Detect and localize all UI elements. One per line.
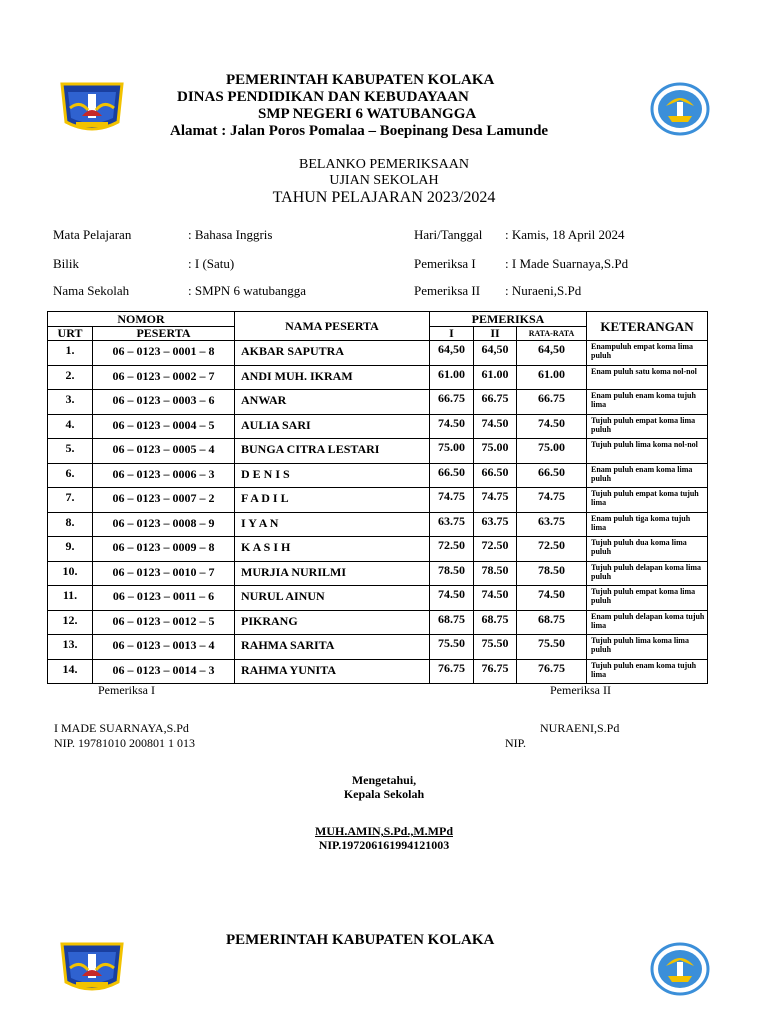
score-table xyxy=(47,311,708,684)
row-nomor: 06 – 0123 – 0013 – 4 xyxy=(93,635,235,660)
row-score-ii: 76.75 xyxy=(474,659,517,684)
row-average: 68.75 xyxy=(517,610,587,635)
tut-wuri-handayani-logo-icon xyxy=(650,942,710,996)
date-value: : Kamis, 18 April 2024 xyxy=(505,227,625,242)
school-value: : SMPN 6 watubangga xyxy=(188,283,307,298)
row-urt: 11. xyxy=(48,586,93,611)
examiner1-sign-nip: NIP. 19781010 200801 1 013 xyxy=(54,736,196,750)
row-nama: AKBAR SAPUTRA xyxy=(235,341,430,366)
row-keterangan: Enam puluh enam koma lima puluh xyxy=(587,463,708,488)
table-row xyxy=(48,659,708,684)
row-nomor: 06 – 0123 – 0007 – 2 xyxy=(93,488,235,513)
row-score-i: 63.75 xyxy=(430,512,474,537)
row-score-ii: 63.75 xyxy=(474,512,517,537)
row-keterangan: Enam puluh enam koma tujuh lima xyxy=(587,390,708,415)
row-nomor: 06 – 0123 – 0004 – 5 xyxy=(93,414,235,439)
row-score-ii: 68.75 xyxy=(474,610,517,635)
row-average: 74.50 xyxy=(517,414,587,439)
row-score-ii: 66.50 xyxy=(474,463,517,488)
row-average: 76.75 xyxy=(517,659,587,684)
row-score-i: 66.50 xyxy=(430,463,474,488)
row-score-i: 66.75 xyxy=(430,390,474,415)
header-address: Alamat : Jalan Poros Pomalaa – Boepinang Desa Lamunde xyxy=(170,123,549,139)
row-score-i: 72.50 xyxy=(430,537,474,562)
table-row xyxy=(48,488,708,513)
row-average: 78.50 xyxy=(517,561,587,586)
row-keterangan: Tujuh puluh enam koma tujuh lima xyxy=(587,659,708,684)
row-score-i: 74.50 xyxy=(430,586,474,611)
row-average: 75.50 xyxy=(517,635,587,660)
examiner2-sign-nip: NIP. xyxy=(505,736,527,750)
subject-value: : Bahasa Inggris xyxy=(188,227,273,242)
row-score-ii: 64,50 xyxy=(474,341,517,366)
footer-government: PEMERINTAH KABUPATEN KOLAKA xyxy=(226,932,495,948)
room-label: Bilik xyxy=(53,256,80,271)
row-score-i: 78.50 xyxy=(430,561,474,586)
row-urt: 2. xyxy=(48,365,93,390)
header-school-name: SMP NEGERI 6 WATUBANGGA xyxy=(258,106,477,122)
row-urt: 3. xyxy=(48,390,93,415)
row-nomor: 06 – 0123 – 0012 – 5 xyxy=(93,610,235,635)
row-score-i: 61.00 xyxy=(430,365,474,390)
row-average: 63.75 xyxy=(517,512,587,537)
examiner2-sign-title: Pemeriksa II xyxy=(550,683,611,697)
row-nomor: 06 – 0123 – 0006 – 3 xyxy=(93,463,235,488)
examiner1-value: : I Made Suarnaya,S.Pd xyxy=(505,256,629,271)
row-average: 66.75 xyxy=(517,390,587,415)
tut-wuri-handayani-logo-icon xyxy=(650,82,710,136)
row-urt: 7. xyxy=(48,488,93,513)
row-nomor: 06 – 0123 – 0009 – 8 xyxy=(93,537,235,562)
school-label: Nama Sekolah xyxy=(53,283,130,298)
row-average: 64,50 xyxy=(517,341,587,366)
row-nomor: 06 – 0123 – 0014 – 3 xyxy=(93,659,235,684)
room-value: : I (Satu) xyxy=(188,256,235,271)
row-nama: D E N I S xyxy=(235,463,430,488)
examiner1-sign-name: I MADE SUARNAYA,S.Pd xyxy=(54,721,189,735)
row-nama: ANDI MUH. IKRAM xyxy=(235,365,430,390)
header-keterangan: KETERANGAN xyxy=(587,312,708,341)
table-row xyxy=(48,610,708,635)
row-score-ii: 61.00 xyxy=(474,365,517,390)
row-nomor: 06 – 0123 – 0001 – 8 xyxy=(93,341,235,366)
row-average: 75.00 xyxy=(517,439,587,464)
row-score-ii: 74.75 xyxy=(474,488,517,513)
table-row xyxy=(48,390,708,415)
row-score-ii: 74.50 xyxy=(474,586,517,611)
table-row xyxy=(48,561,708,586)
row-score-i: 68.75 xyxy=(430,610,474,635)
row-keterangan: Tujuh puluh empat koma lima puluh xyxy=(587,414,708,439)
kolaka-regency-emblem-icon xyxy=(58,78,126,134)
table-row xyxy=(48,341,708,366)
row-urt: 12. xyxy=(48,610,93,635)
row-urt: 14. xyxy=(48,659,93,684)
row-score-ii: 72.50 xyxy=(474,537,517,562)
row-keterangan: Tujuh puluh dua koma lima puluh xyxy=(587,537,708,562)
row-nama: MURJIA NURILMI xyxy=(235,561,430,586)
subject-label: Mata Pelajaran xyxy=(53,227,132,242)
header-nomor: NOMOR xyxy=(48,312,235,327)
kolaka-regency-emblem-icon xyxy=(58,938,126,994)
row-nama: K A S I H xyxy=(235,537,430,562)
header-peserta: PESERTA xyxy=(93,327,235,341)
row-urt: 9. xyxy=(48,537,93,562)
row-score-i: 76.75 xyxy=(430,659,474,684)
row-nomor: 06 – 0123 – 0008 – 9 xyxy=(93,512,235,537)
row-keterangan: Tujuh puluh lima koma lima puluh xyxy=(587,635,708,660)
row-average: 66.50 xyxy=(517,463,587,488)
row-score-i: 74.50 xyxy=(430,414,474,439)
principal-label: Kepala Sekolah xyxy=(343,787,425,801)
table-row xyxy=(48,439,708,464)
table-row xyxy=(48,365,708,390)
table-row xyxy=(48,463,708,488)
header-department: DINAS PENDIDIKAN DAN KEBUDAYAAN xyxy=(177,89,469,105)
row-nama: PIKRANG xyxy=(235,610,430,635)
row-keterangan: Tujuh puluh lima koma nol-nol xyxy=(587,439,708,464)
examiner1-sign-title: Pemeriksa I xyxy=(98,683,155,697)
row-nama: F A D I L xyxy=(235,488,430,513)
table-row xyxy=(48,537,708,562)
principal-nip: NIP.197206161994121003 xyxy=(318,838,450,852)
examiner2-value: : Nuraeni,S.Pd xyxy=(505,283,582,298)
row-score-ii: 75.00 xyxy=(474,439,517,464)
acknowledged-label: Mengetahui, xyxy=(351,773,417,787)
row-keterangan: Tujuh puluh empat koma tujuh lima xyxy=(587,488,708,513)
row-score-i: 75.50 xyxy=(430,635,474,660)
row-nomor: 06 – 0123 – 0002 – 7 xyxy=(93,365,235,390)
row-score-i: 64,50 xyxy=(430,341,474,366)
row-nama: RAHMA SARITA xyxy=(235,635,430,660)
table-row xyxy=(48,512,708,537)
table-row xyxy=(48,586,708,611)
document-year: TAHUN PELAJARAN 2023/2024 xyxy=(272,189,496,206)
document-title: BELANKO PEMERIKSAAN xyxy=(299,157,469,172)
row-urt: 13. xyxy=(48,635,93,660)
date-label: Hari/Tanggal xyxy=(414,227,483,242)
row-average: 61.00 xyxy=(517,365,587,390)
document-subtitle: UJIAN SEKOLAH xyxy=(329,173,439,188)
examiner1-label: Pemeriksa I xyxy=(414,256,476,271)
table-row xyxy=(48,635,708,660)
header-examiner-i: I xyxy=(430,327,474,341)
row-urt: 4. xyxy=(48,414,93,439)
header-pemeriksa: PEMERIKSA xyxy=(430,312,587,327)
examiner2-sign-name: NURAENI,S.Pd xyxy=(540,721,620,735)
examiner2-label: Pemeriksa II xyxy=(414,283,481,298)
row-nama: RAHMA YUNITA xyxy=(235,659,430,684)
row-nomor: 06 – 0123 – 0005 – 4 xyxy=(93,439,235,464)
row-keterangan: Enampuluh empat koma lima puluh xyxy=(587,341,708,366)
row-score-ii: 74.50 xyxy=(474,414,517,439)
row-nama: BUNGA CITRA LESTARI xyxy=(235,439,430,464)
row-urt: 10. xyxy=(48,561,93,586)
row-nomor: 06 – 0123 – 0003 – 6 xyxy=(93,390,235,415)
principal-name: MUH.AMIN,S.Pd.,M.MPd xyxy=(315,824,453,838)
row-score-ii: 78.50 xyxy=(474,561,517,586)
row-average: 74.50 xyxy=(517,586,587,611)
row-average: 74.75 xyxy=(517,488,587,513)
table-row xyxy=(48,414,708,439)
row-urt: 5. xyxy=(48,439,93,464)
row-score-i: 75.00 xyxy=(430,439,474,464)
row-urt: 6. xyxy=(48,463,93,488)
header-examiner-ii: II xyxy=(474,327,517,341)
row-urt: 1. xyxy=(48,341,93,366)
row-keterangan: Enam puluh satu koma nol-nol xyxy=(587,365,708,390)
row-keterangan: Enam puluh tiga koma tujuh lima xyxy=(587,512,708,537)
header-average: RATA-RATA xyxy=(517,327,587,341)
row-nomor: 06 – 0123 – 0011 – 6 xyxy=(93,586,235,611)
row-score-ii: 75.50 xyxy=(474,635,517,660)
header-government: PEMERINTAH KABUPATEN KOLAKA xyxy=(226,72,495,88)
row-keterangan: Enam puluh delapan koma tujuh lima xyxy=(587,610,708,635)
row-nomor: 06 – 0123 – 0010 – 7 xyxy=(93,561,235,586)
row-nama: AULIA SARI xyxy=(235,414,430,439)
row-urt: 8. xyxy=(48,512,93,537)
row-nama: ANWAR xyxy=(235,390,430,415)
row-nama: I Y A N xyxy=(235,512,430,537)
row-nama: NURUL AINUN xyxy=(235,586,430,611)
row-score-i: 74.75 xyxy=(430,488,474,513)
row-keterangan: Tujuh puluh empat koma lima puluh xyxy=(587,586,708,611)
row-average: 72.50 xyxy=(517,537,587,562)
row-keterangan: Tujuh puluh delapan koma lima puluh xyxy=(587,561,708,586)
header-nama-peserta: NAMA PESERTA xyxy=(235,312,430,341)
header-urt: URT xyxy=(48,327,93,341)
row-score-ii: 66.75 xyxy=(474,390,517,415)
